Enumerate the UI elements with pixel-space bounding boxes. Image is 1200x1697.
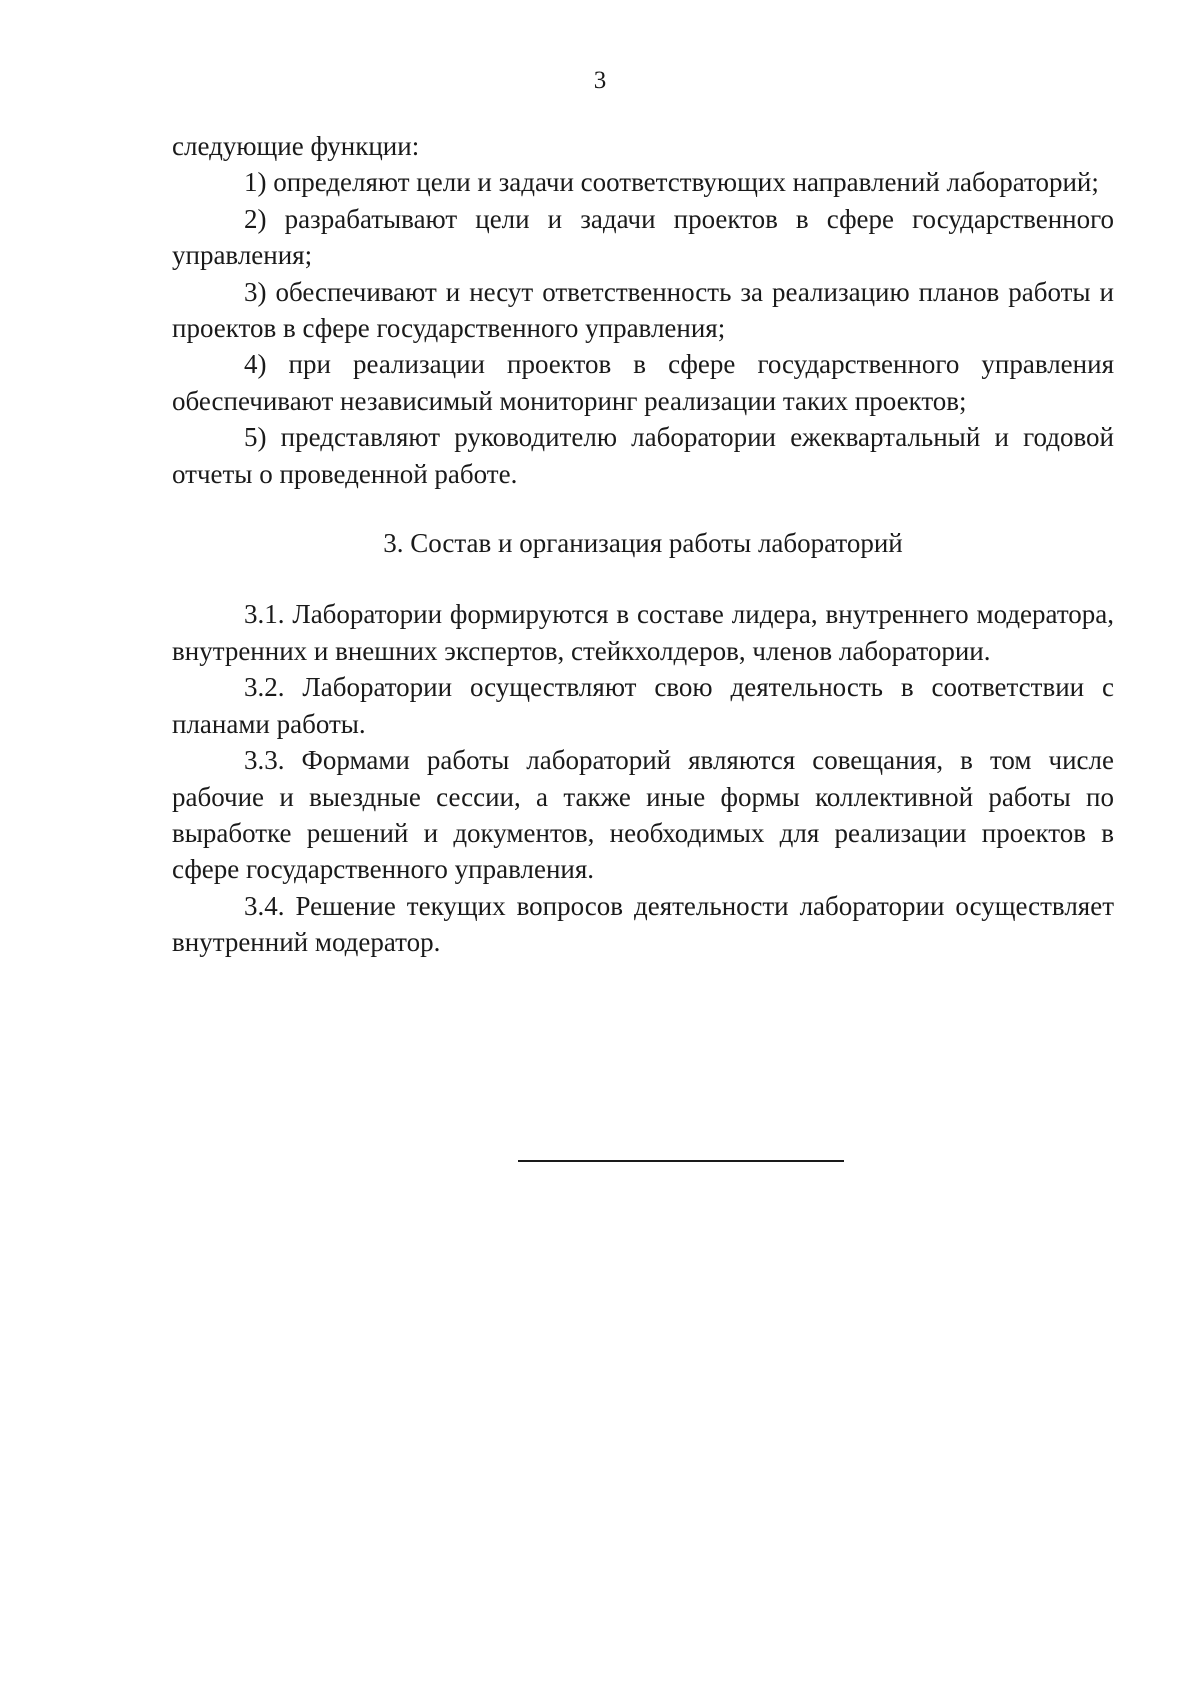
section-heading: 3. Состав и организация работы лабораторий — [383, 528, 903, 559]
section-item-3-3: 3.3. Формами работы лабораторий являются совещания, в том числе рабочие и выездные сессии, а также иные формы коллективной работы по выработке решений и документов, необходимых для реализации проектов в сфере государственного управления. — [172, 745, 1114, 885]
document-body — [172, 128, 1114, 961]
function-item-3: 3) обеспечивают и несут ответственность за реализацию планов работы и проектов в сфере государственного управления; — [172, 276, 1114, 344]
section-item-3-1: 3.1. Лаборатории формируются в составе лидера, внутреннего модератора, внутренних и внешних экспертов, стейкхолдеров, членов лаборатории. — [172, 599, 1114, 666]
page-number: 3 — [593, 67, 607, 94]
function-item-2: 2) разрабатывают цели и задачи проектов в сфере государственного управления; — [172, 203, 1114, 271]
intro-line: следующие функции: — [172, 131, 420, 161]
function-item-1: 1) определяют цели и задачи соответствующих направлений лабораторий; — [244, 167, 1099, 198]
function-item-5: 5) представляют руководителю лаборатории ежеквартальный и годовой отчеты о проведенной работе. — [172, 422, 1114, 489]
section-item-3-2: 3.2. Лаборатории осуществляют свою деятельность в соответствии с планами работы. — [172, 672, 1114, 739]
section-item-3-4: 3.4. Решение текущих вопросов деятельности лаборатории осуществляет внутренний модератор. — [172, 890, 1114, 958]
function-item-4: 4) при реализации проектов в сфере государственного управления обеспечивают независимый мониторинг реализации таких проектов; — [172, 349, 1114, 416]
end-of-document-rule — [518, 1160, 844, 1162]
